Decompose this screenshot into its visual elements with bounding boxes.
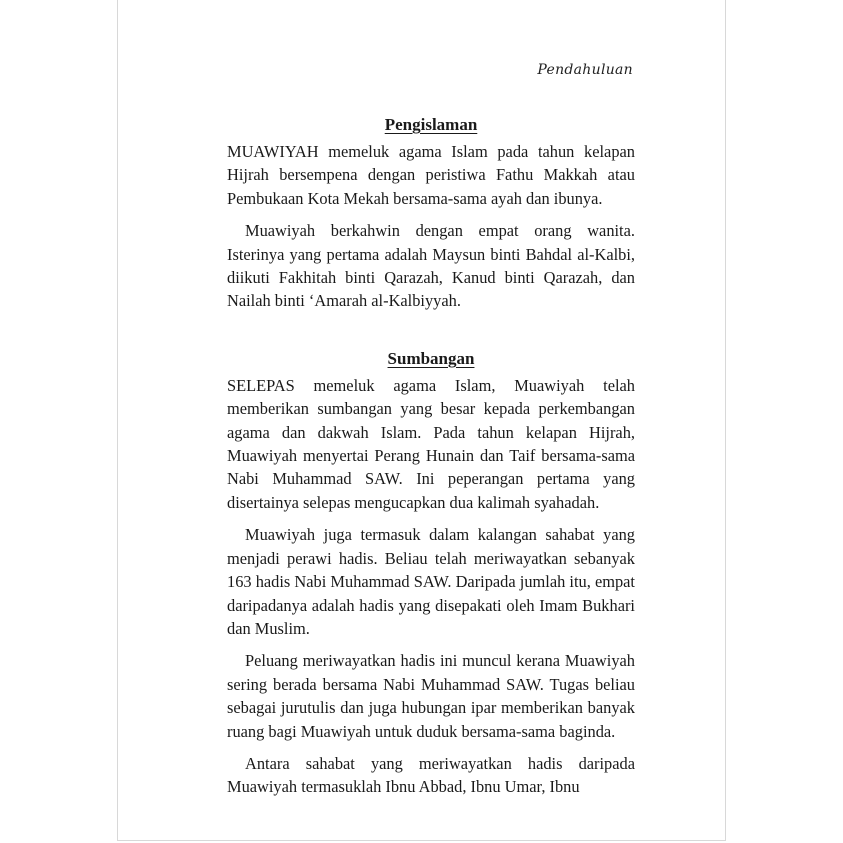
page-content — [227, 112, 635, 808]
paragraph: Antara sahabat yang meriwayatkan hadis daripada Muawiyah termasuklah Ibnu Abbad, Ibnu Umar, Ibnu — [227, 753, 635, 797]
paragraph: Muawiyah berkahwin dengan empat orang wanita. Isterinya yang pertama adalah Maysun binti Bahdal al-Kalbi, diikuti Fakhitah binti Qarazah, Kanud binti Qarazah, dan Nailah binti ‘Amarah al-Kalbiyyah. — [227, 221, 635, 311]
running-head: Pendahuluan — [537, 62, 633, 78]
paragraph: Peluang meriwayatkan hadis ini muncul kerana Muawiyah sering berada bersama Nabi Muhammad SAW. Tugas beliau sebagai jurutulis dan juga hubungan ipar memberikan banyak ruang bagi Muawiyah untuk duduk bersama-sama baginda. — [227, 651, 635, 741]
paragraph: MUAWIYAH memeluk agama Islam pada tahun kelapan Hijrah bersempena dengan peristiwa Fathu Makkah atau Pembukaan Kota Mekah bersama-sama ayah dan ibunya. — [227, 142, 635, 208]
section-gap — [227, 322, 635, 346]
book-page — [117, 0, 726, 841]
section-title-pengislaman: Pengislaman — [384, 115, 478, 134]
paragraph: Muawiyah juga termasuk dalam kalangan sahabat yang menjadi perawi hadis. Beliau telah meriwayatkan sebanyak 163 hadis Nabi Muhammad SAW. Daripada jumlah itu, empat daripadanya adalah hadis yang disepakati oleh Imam Bukhari dan Muslim. — [227, 525, 635, 638]
section-title-sumbangan: Sumbangan — [387, 348, 475, 368]
paragraph: SELEPAS memeluk agama Islam, Muawiyah telah memberikan sumbangan yang besar kepada perkembangan agama dan dakwah Islam. Pada tahun kelapan Hijrah, Muawiyah menyertai Perang Hunain dan Taif bersama-sama Nabi Muhammad SAW. Ini peperangan pertama yang disertainya selepas mengucapkan dua kalimah syahadah. — [227, 375, 635, 512]
